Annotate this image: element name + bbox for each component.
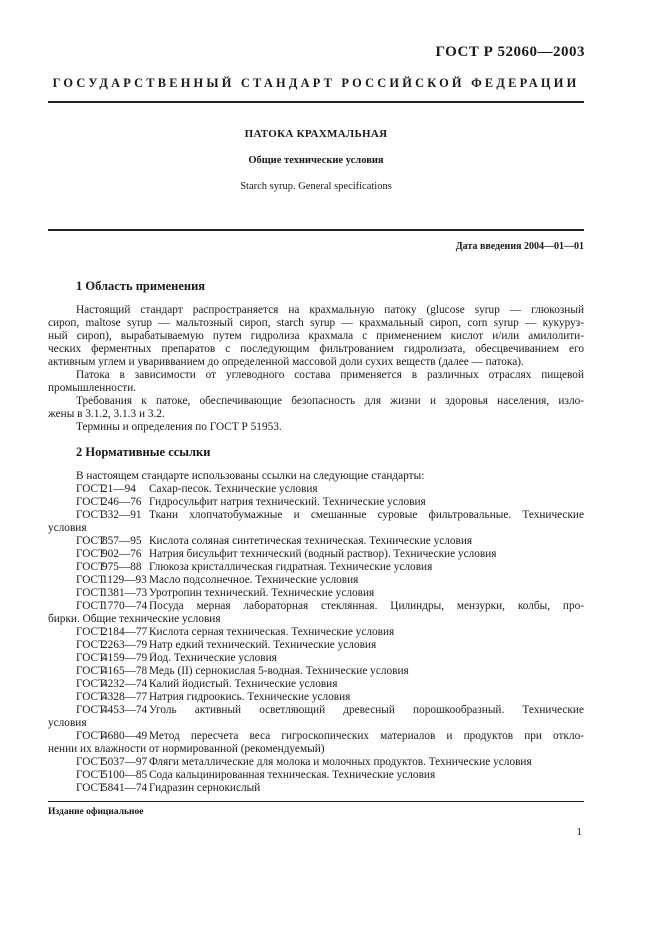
reference-item xyxy=(48,496,584,509)
reference-gost: ГОСТ xyxy=(76,782,105,794)
paragraph-line: ный сироп), вырабатываемую путем гидролиза крахмала с применением кислот и/или амилолити- xyxy=(48,330,584,342)
reference-title: Натрия бисульфит технический (водный раствор). Технические условия xyxy=(149,548,497,560)
reference-number: 246—76 xyxy=(102,496,142,508)
reference-gost: ГОСТ xyxy=(76,704,105,716)
reference-title: Глюкоза кристаллическая гидратная. Технические условия xyxy=(149,561,433,573)
doc-subtitle: Общие технические условия xyxy=(248,155,384,166)
reference-title: Сахар-песок. Технические условия xyxy=(149,483,318,495)
footer-rule xyxy=(48,801,584,802)
reference-number: 1129—93 xyxy=(102,574,147,586)
paragraph-line: Настоящий стандарт распространяется на крахмальную патоку (glucose syrup — глюкозный xyxy=(76,304,584,316)
reference-title: Гидразин сернокислый xyxy=(149,782,261,794)
reference-title: Метод пересчета веса гигроскопических материалов и продуктов при отклo- xyxy=(149,730,584,742)
references-intro: В настоящем стандарте использованы ссылки на следующие стандарты: xyxy=(76,470,425,482)
reference-gost: ГОСТ xyxy=(76,483,105,495)
reference-number: 4159—79 xyxy=(102,652,148,664)
reference-number: 5100—85 xyxy=(102,769,148,781)
reference-title: Посуда мерная лабораторная стеклянная. Цилиндры, мензурки, колбы, про- xyxy=(149,600,584,612)
reference-number: 4453—74 xyxy=(102,704,148,716)
reference-title: Уротропин технический. Технические условия xyxy=(149,587,375,599)
paragraph-line: сироп, maltose syrup — мальтозный сироп, starch syrup — крахмальный сироп, corn syrup — кукуруз- xyxy=(48,317,584,329)
reference-item xyxy=(48,730,584,743)
reference-gost: ГОСТ xyxy=(76,652,105,664)
reference-item xyxy=(48,782,584,795)
reference-item xyxy=(48,587,584,600)
reference-number: 2263—79 xyxy=(102,639,148,651)
reference-item xyxy=(48,509,584,522)
paragraph-line: Патока в зависимости от углеводного состава применяется в различных отраслях пищевой xyxy=(76,369,584,381)
header-rule xyxy=(48,101,584,103)
reference-number: 4328—77 xyxy=(102,691,148,703)
reference-gost: ГОСТ xyxy=(76,548,105,560)
reference-number: 4680—49 xyxy=(102,730,148,742)
reference-item xyxy=(48,548,584,561)
paragraph-line: Требования к патоке, обеспечивающие безопасность для жизни и здоровья населения, изло- xyxy=(76,395,584,407)
reference-title: Медь (II) сернокислая 5-водная. Технические условия xyxy=(149,665,409,677)
section-2-body xyxy=(48,470,584,795)
reference-number: 4165—78 xyxy=(102,665,148,677)
reference-item xyxy=(48,600,584,613)
reference-item xyxy=(48,704,584,717)
reference-gost: ГОСТ xyxy=(76,626,105,638)
doc-number: ГОСТ Р 52060—2003 xyxy=(435,44,585,60)
reference-gost: ГОСТ xyxy=(76,769,105,781)
reference-number: 4232—74 xyxy=(102,678,148,690)
reference-item xyxy=(48,639,584,652)
reference-continuation: нении их влажности от нормированной (рекомендуемый) xyxy=(48,743,325,755)
reference-title: Масло подсолнечное. Технические условия xyxy=(149,574,359,586)
reference-item xyxy=(48,691,584,704)
edition-label: Издание официальное xyxy=(48,807,144,817)
reference-continuation: бирки. Общие технические условия xyxy=(48,613,221,625)
reference-gost: ГОСТ xyxy=(76,691,105,703)
reference-item xyxy=(48,756,584,769)
reference-gost: ГОСТ xyxy=(76,496,105,508)
reference-title: Кислота серная техническая. Технические условия xyxy=(149,626,395,638)
reference-title: Гидросульфит натрия технический. Технические условия xyxy=(149,496,426,508)
reference-gost: ГОСТ xyxy=(76,639,105,651)
reference-title: Уголь активный осветляющий древесный порошкообразный. Технические xyxy=(149,704,584,716)
reference-gost: ГОСТ xyxy=(76,665,105,677)
reference-gost: ГОСТ xyxy=(76,574,105,586)
reference-title: Сода кальцинированная техническая. Технические условия xyxy=(149,769,436,781)
doc-english-title: Starch syrup. General specifications xyxy=(240,181,392,192)
reference-title: Натр едкий технический. Технические условия xyxy=(149,639,377,651)
reference-number: 2184—77 xyxy=(102,626,148,638)
reference-title: Ткани хлопчатобумажные и смешанные суровые фильтровальные. Технические xyxy=(149,509,584,521)
reference-item xyxy=(48,665,584,678)
doc-title: ПАТОКА КРАХМАЛЬНАЯ xyxy=(244,128,388,140)
paragraph-line: Термины и определения по ГОСТ Р 51953. xyxy=(76,421,282,433)
reference-number: 857—95 xyxy=(102,535,142,547)
reference-title: Натрия гидроокись. Технические условия xyxy=(149,691,351,703)
reference-gost: ГОСТ xyxy=(76,600,105,612)
standard-title: ГОСУДАРСТВЕННЫЙ СТАНДАРТ РОССИЙСКОЙ ФЕДЕРАЦИИ xyxy=(52,76,580,90)
reference-continuation: условия xyxy=(48,522,87,534)
reference-title: Йод. Технические условия xyxy=(149,652,277,664)
reference-number: 1770—74 xyxy=(102,600,148,612)
reference-item xyxy=(48,483,584,496)
paragraph-line: ческих ферментных препаратов с последующим фильтрованием гидролизата, обесцвечиванием его xyxy=(48,343,584,355)
effective-date: Дата введения 2004—01—01 xyxy=(455,241,584,252)
reference-item xyxy=(48,678,584,691)
paragraph-line: промышленности. xyxy=(48,382,137,394)
reference-title: Калий йодистый. Технические условия xyxy=(149,678,338,690)
reference-item xyxy=(48,561,584,574)
reference-number: 5037—97 xyxy=(102,756,148,768)
reference-gost: ГОСТ xyxy=(76,678,105,690)
reference-gost: ГОСТ xyxy=(76,535,105,547)
reference-number: 975—88 xyxy=(102,561,142,573)
section-1-body xyxy=(48,304,584,434)
reference-gost: ГОСТ xyxy=(76,756,105,768)
reference-gost: ГОСТ xyxy=(76,587,105,599)
reference-number: 5841—74 xyxy=(102,782,148,794)
reference-gost: ГОСТ xyxy=(76,730,105,742)
reference-number: 21—94 xyxy=(102,483,136,495)
reference-item xyxy=(48,574,584,587)
reference-item xyxy=(48,535,584,548)
reference-gost: ГОСТ xyxy=(76,509,105,521)
reference-continuation: условия xyxy=(48,717,87,729)
reference-item xyxy=(48,769,584,782)
reference-title: Кислота соляная синтетическая техническая. Технические условия xyxy=(149,535,473,547)
reference-number: 1381—73 xyxy=(102,587,148,599)
reference-title: Фляги металлические для молока и молочных продуктов. Технические условия xyxy=(149,756,532,768)
reference-gost: ГОСТ xyxy=(76,561,105,573)
page-number: 1 xyxy=(576,826,582,838)
title-rule xyxy=(48,229,584,231)
reference-number: 332—91 xyxy=(102,509,142,521)
reference-item xyxy=(48,626,584,639)
reference-number: 902—76 xyxy=(102,548,142,560)
section-2-heading: 2 Нормативные ссылки xyxy=(76,445,211,459)
paragraph-line: жены в 3.1.2, 3.1.3 и 3.2. xyxy=(48,408,165,420)
paragraph-line: активным углем и уваривванием до определенной массовой доли сухих веществ (далее — патока). xyxy=(48,356,524,368)
reference-item xyxy=(48,652,584,665)
section-1-heading: 1 Область применения xyxy=(76,279,206,293)
